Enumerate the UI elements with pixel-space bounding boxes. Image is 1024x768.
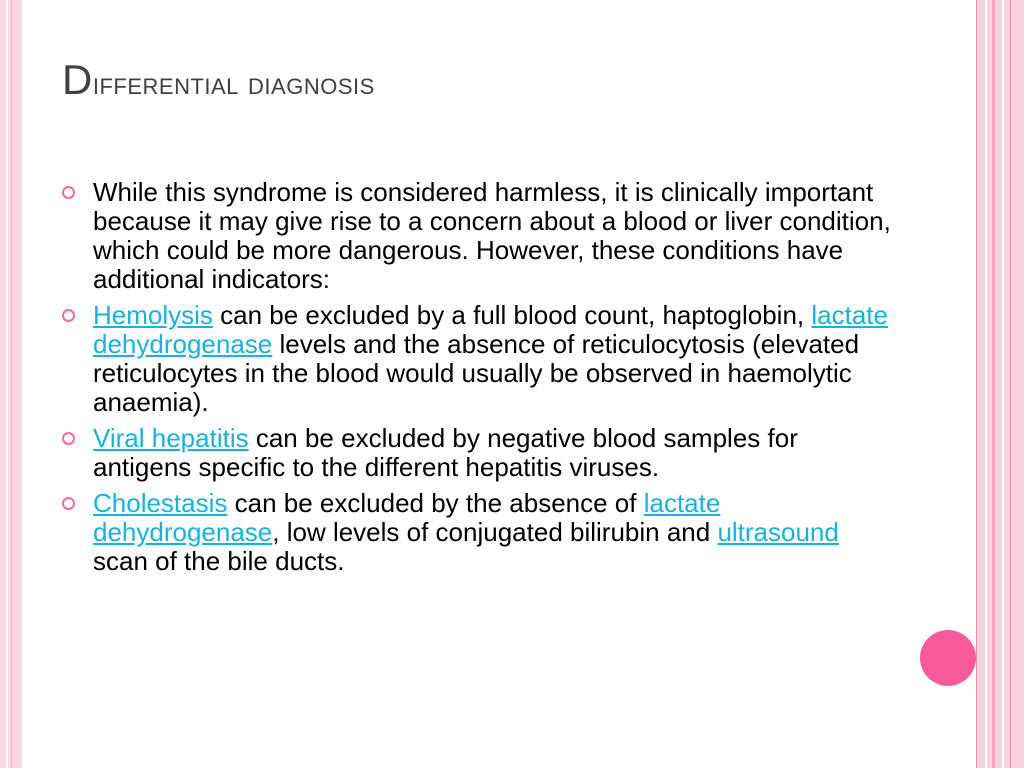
bullet-text: levels and the absence of reticulocytosis (elevated reticulocytes in the blood would usually be observed in haemolytic anaemia).	[93, 329, 860, 417]
bullet-text: , low levels of conjugated bilirubin and	[272, 517, 718, 547]
bullet-circle-icon	[62, 186, 75, 199]
lactate-dehydrogenase-link[interactable]: lactate dehydrogenase	[93, 488, 721, 547]
bullet-circle-icon	[62, 309, 75, 322]
slide-title	[62, 56, 375, 104]
bullet-item	[62, 178, 892, 294]
left-border-line	[11, 0, 12, 768]
viral-hepatitis-link[interactable]: Viral hepatitis	[93, 423, 249, 453]
bullet-text: While this syndrome is considered harmless, it is clinically important because it may give rise to a concern about a blood or liver condition, which could be more dangerous. However, these conditions have additional indicators:	[93, 177, 891, 294]
bullet-text: can be excluded by the absence of	[227, 488, 644, 518]
right-border-line	[976, 0, 977, 768]
slide-title-initial: D	[62, 56, 93, 103]
cholestasis-link[interactable]: Cholestasis	[93, 488, 228, 518]
slide-title-rest: ifferential diagnosis	[92, 66, 375, 101]
bullet-text: can be excluded by a full blood count, haptoglobin,	[212, 300, 812, 330]
bullet-item	[62, 424, 892, 482]
lactate-dehydrogenase-link[interactable]: lactate dehydrogenase	[93, 300, 888, 359]
left-border-decoration	[0, 0, 22, 768]
left-border-line	[6, 0, 8, 768]
right-border-line	[1010, 0, 1011, 768]
ultrasound-link[interactable]: ultrasound	[717, 517, 839, 547]
right-border-line	[992, 0, 995, 768]
bullet-circle-icon	[62, 497, 75, 510]
bullet-item	[62, 489, 892, 576]
right-border-line	[1002, 0, 1004, 768]
bullet-circle-icon	[62, 432, 75, 445]
pink-circle-decoration	[920, 630, 976, 686]
right-border-decoration	[976, 0, 1024, 768]
hemolysis-link[interactable]: Hemolysis	[93, 300, 213, 330]
bullet-item	[62, 301, 892, 417]
bullet-list	[62, 178, 892, 583]
bullet-text: scan of the bile ducts.	[93, 546, 345, 576]
right-border-line	[985, 0, 987, 768]
bullet-text: can be excluded by negative blood samples for antigens specific to the different hepatitis viruses.	[93, 423, 798, 482]
